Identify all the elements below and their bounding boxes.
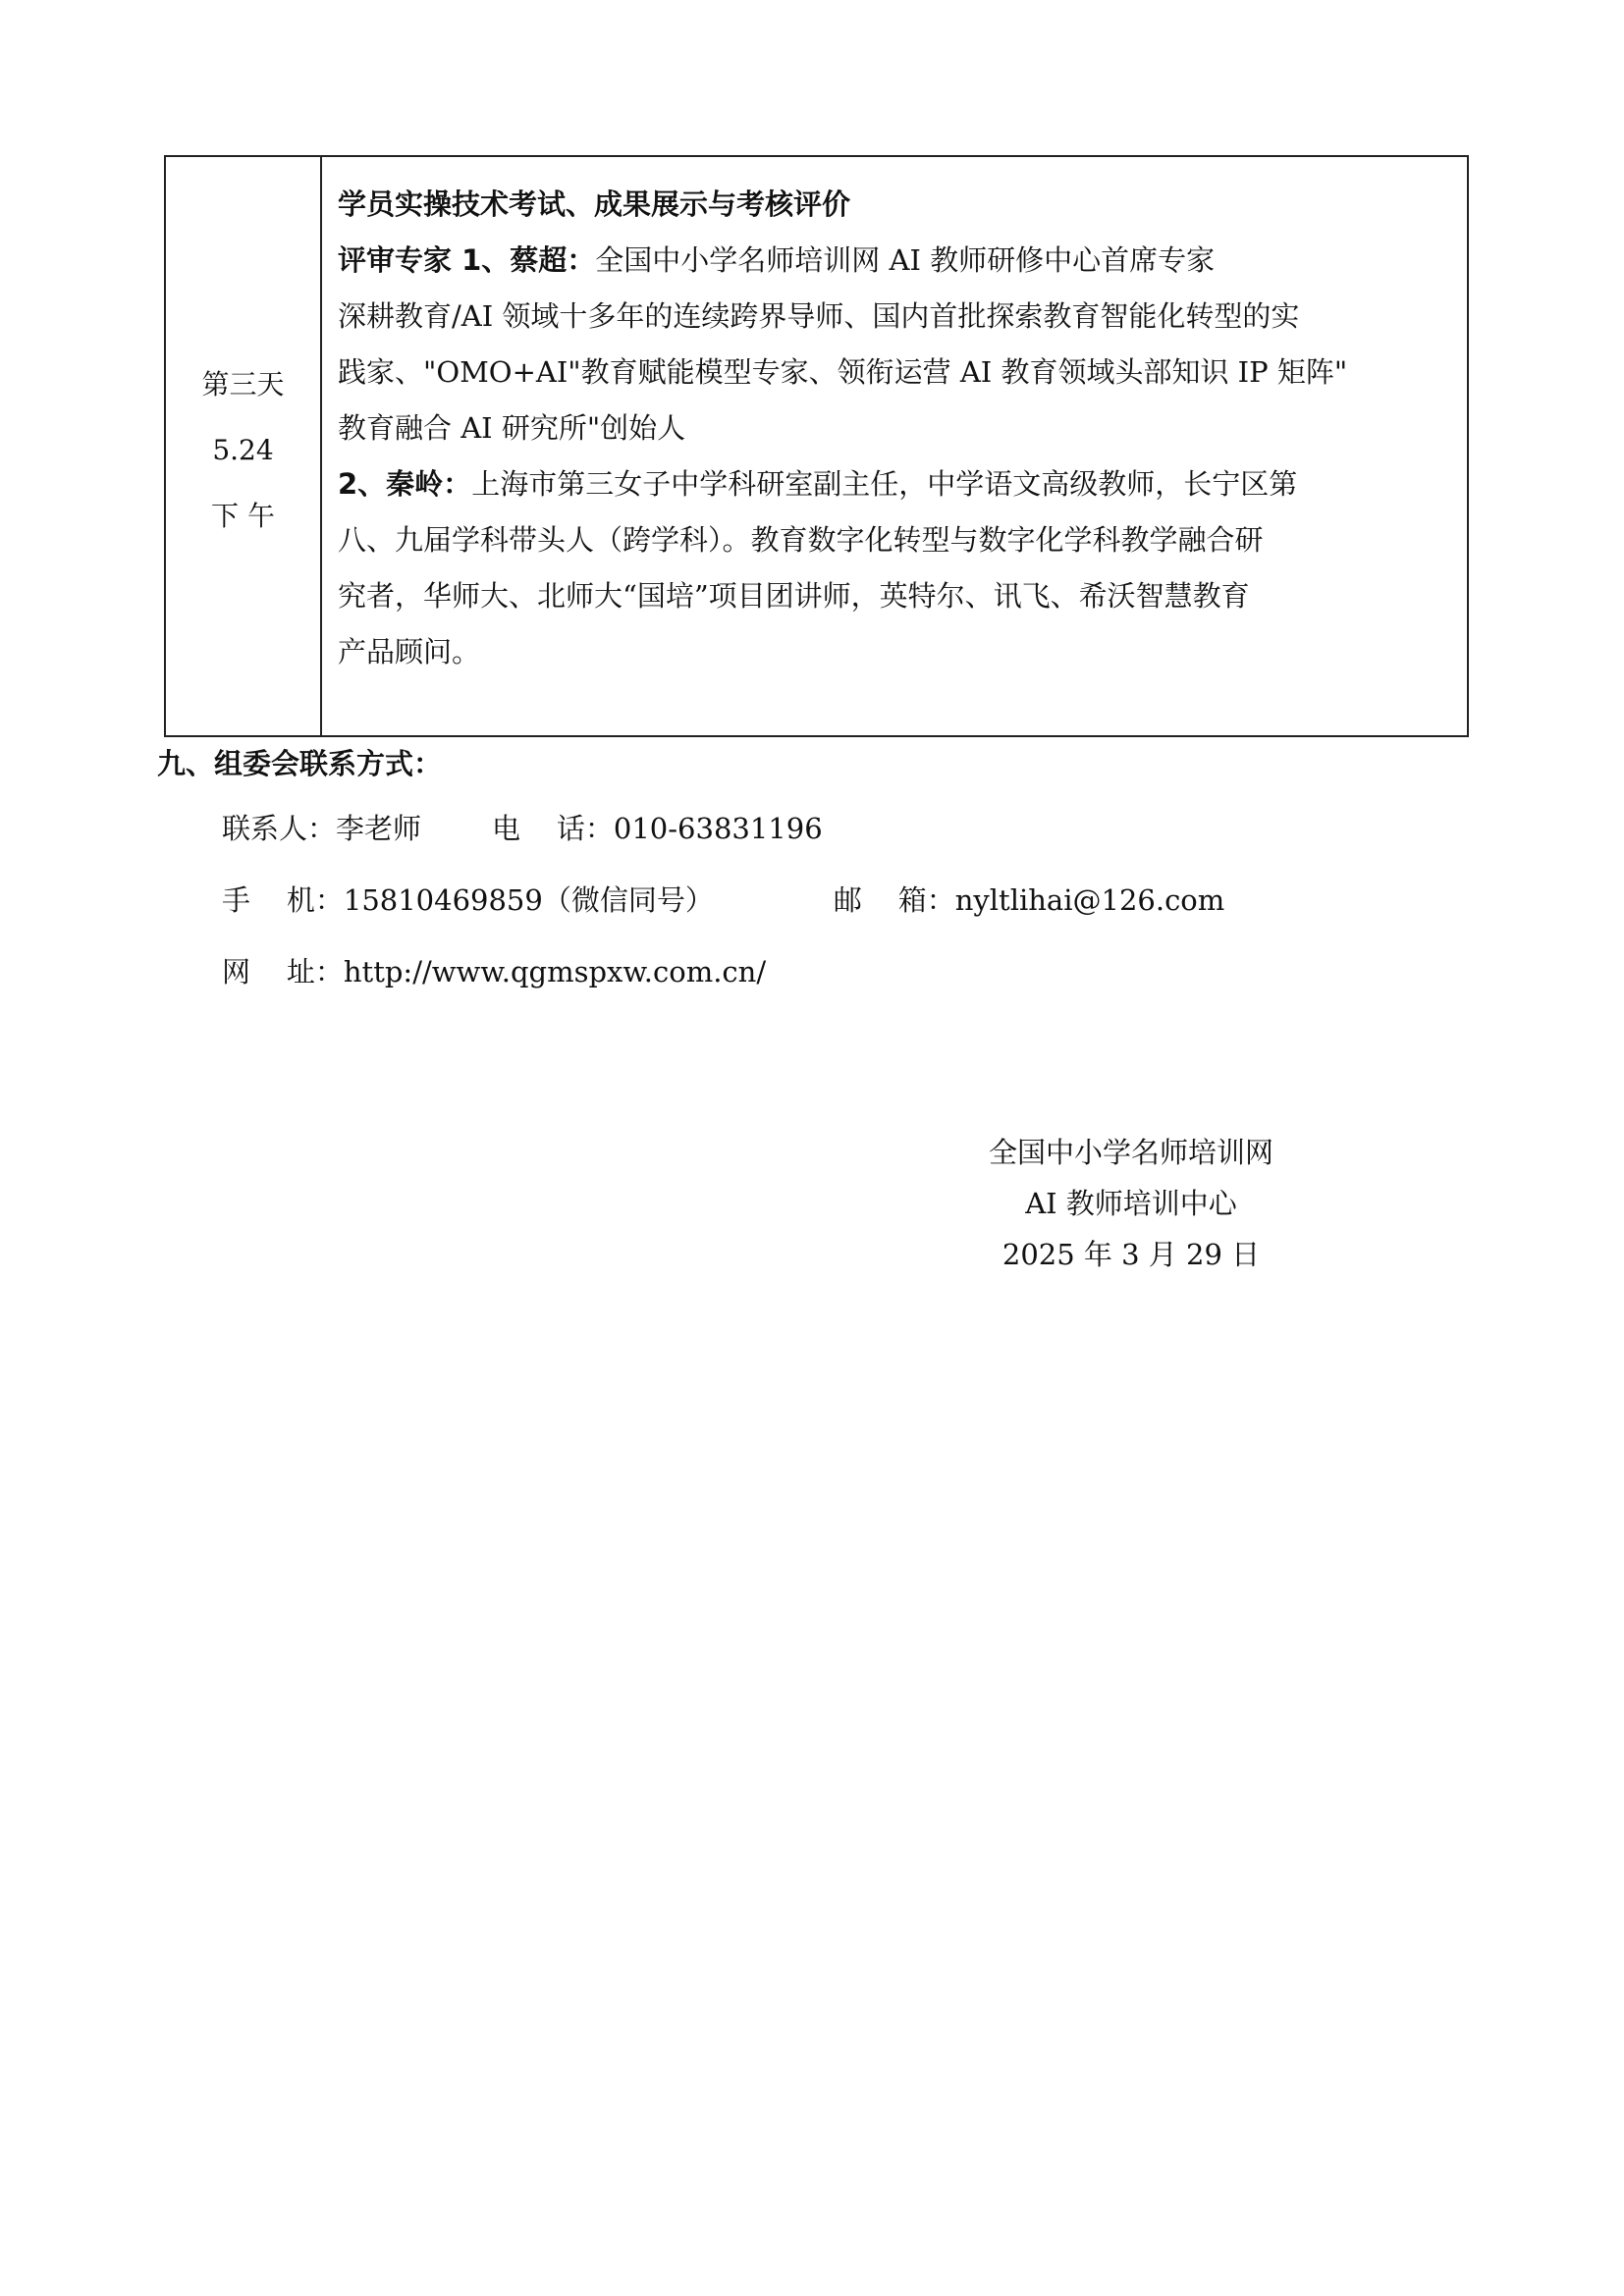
expert1-bio-line: 教育融合 AI 研究所"创始人 (338, 411, 686, 445)
date-label: 5.24 (212, 434, 274, 466)
day-cell (166, 157, 322, 735)
email-link[interactable]: nyltlihai@126.com (954, 883, 1225, 917)
mobile-value: 15810469859（微信同号） (343, 883, 714, 917)
expert1-label: 评审专家 1、蔡超： (338, 243, 596, 277)
expert1-line (338, 233, 1453, 289)
expert2-bio-line: 产品顾问。 (338, 635, 481, 668)
expert2-bio-line: 究者，华师大、北师大“国培”项目团讲师，英特尔、讯飞、希沃智慧教育 (338, 579, 1250, 613)
period-label: 下 午 (211, 500, 275, 532)
mobile-label: 手 机： (222, 883, 344, 917)
expert1-bio-line: 深耕教育/AI 领域十多年的连续跨界导师、国内首批探索教育智能化转型的实 (338, 299, 1300, 333)
signature-center: AI 教师培训中心 (1025, 1187, 1237, 1220)
expert1-bio-line: 践家、"OMO+AI"教育赋能模型专家、领衔运营 AI 教育领域头部知识 IP 矩阵" (338, 355, 1348, 389)
session-title: 学员实操技术考试、成果展示与考核评价 (338, 187, 851, 221)
website-link[interactable]: http://www.qgmspxw.com.cn/ (343, 955, 767, 988)
signature-org: 全国中小学名师培训网 (988, 1136, 1273, 1169)
signature-block (945, 1127, 1318, 1280)
schedule-table (164, 155, 1469, 737)
person-value: 李老师 (336, 812, 422, 845)
expert2-first-line: 上海市第三女子中学科研室副主任，中学语文高级教师，长宁区第 (471, 467, 1298, 501)
website-label: 网 址： (222, 955, 344, 988)
person-label: 联系人： (222, 812, 337, 845)
phone-value: 010-63831196 (613, 812, 823, 845)
expert1-role: 全国中小学名师培训网 AI 教师研修中心首席专家 (595, 243, 1216, 277)
contact-website-line (222, 952, 766, 991)
contact-mobile-line (222, 881, 1224, 920)
content-cell (322, 157, 1467, 735)
signature-date: 2025 年 3 月 29 日 (1001, 1238, 1261, 1271)
expert2-label: 2、秦岭： (338, 467, 472, 501)
contact-heading: 九、组委会联系方式： (157, 747, 443, 780)
expert2-line (338, 456, 1453, 512)
contact-person-line (222, 809, 823, 848)
email-label: 邮 箱： (833, 883, 955, 917)
phone-label: 电 话： (492, 812, 614, 845)
day-label: 第三天 (201, 368, 285, 400)
expert2-bio-line: 八、九届学科带头人（跨学科）。教育数字化转型与数字化学科教学融合研 (338, 523, 1264, 557)
